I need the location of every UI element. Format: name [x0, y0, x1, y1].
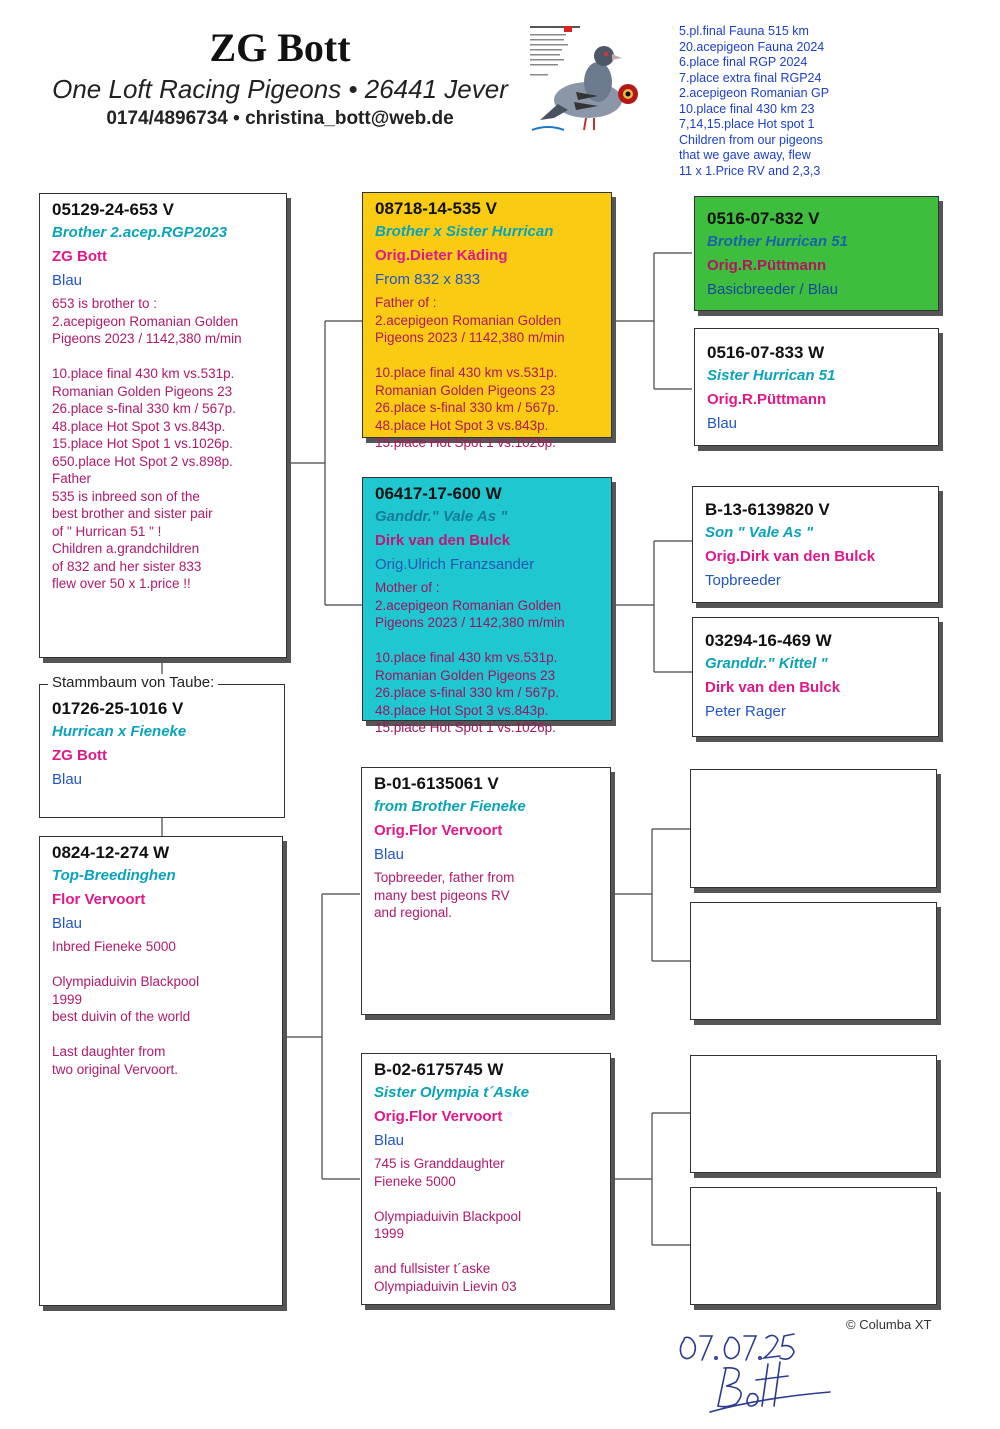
ssd-card — [694, 328, 939, 446]
pigeon-breeder: Orig.Dieter Käding — [375, 247, 508, 264]
achievement-line: 11 x 1.Price RV and 2,3,3 — [679, 163, 821, 178]
empty-ancestor-card — [690, 902, 937, 1020]
ring-number: 0516-07-833 W — [707, 343, 825, 362]
note-line: 26.place s-final 330 km / 567p. — [52, 401, 236, 416]
note-line: Pigeons 2023 / 1142,380 m/min — [375, 615, 565, 630]
ring-number: 05129-24-653 V — [52, 200, 174, 219]
note-line: many best pigeons RV — [374, 887, 510, 903]
note-line: 10.place final 430 km vs.531p. — [375, 365, 558, 380]
note-line: 48.place Hot Spot 3 vs.843p. — [375, 417, 549, 433]
note-line: 2.acepigeon Romanian Golden — [375, 312, 562, 328]
note-line: 1999 — [52, 991, 83, 1007]
achievement-line: 10.place final 430 km 23 — [679, 101, 815, 116]
pigeon-color: Blau — [52, 771, 83, 788]
note-line: and regional. — [374, 905, 453, 920]
note-line: 48.place Hot Spot 3 vs.843p. — [375, 702, 549, 718]
achievement-line: 5.pl.final Fauna 515 km — [679, 24, 809, 38]
note-line: best brother and sister pair — [52, 506, 213, 521]
pigeon-notes — [374, 869, 610, 922]
note-line: 10.place final 430 km vs.531p. — [375, 650, 558, 665]
note-line: and fullsister t´aske — [374, 1261, 491, 1276]
note-line: best duivin of the world — [52, 1009, 191, 1024]
pigeon-color: From 832 x 833 — [375, 271, 481, 288]
note-line — [374, 1190, 610, 1208]
ring-number: 06417-17-600 W — [375, 484, 502, 503]
note-line: Topbreeder, father from — [374, 870, 515, 885]
pigeon-color: Orig.Ulrich Franzsander — [375, 556, 535, 573]
pigeon-breeder: Orig.R.Püttmann — [707, 391, 827, 408]
pigeon-color: Blau — [374, 846, 405, 863]
note-line: Olympiaduivin Blackpool — [52, 974, 200, 989]
note-line: 653 is brother to : — [52, 296, 158, 311]
note-line — [374, 1243, 610, 1261]
dam-dam-card — [361, 1053, 611, 1305]
achievement-line: that we gave away, flew — [679, 148, 811, 162]
note-line: 15.place Hot Spot 1 vs.1026p. — [375, 720, 556, 735]
pigeon-description: Son " Vale As " — [705, 524, 814, 541]
note-line — [375, 347, 611, 365]
note-line: 10.place final 430 km vs.531p. — [52, 366, 235, 381]
pigeon-breeder: Orig.Dirk van den Bulck — [705, 548, 876, 565]
pigeon-description: Sister Hurrican 51 — [707, 367, 836, 384]
note-line: 1999 — [374, 1226, 405, 1241]
note-line: Romanian Golden Pigeons 23 — [375, 667, 556, 683]
note-line: Father — [52, 471, 92, 486]
note-line: Romanian Golden Pigeons 23 — [375, 382, 556, 398]
note-line: Romanian Golden Pigeons 23 — [52, 383, 233, 399]
ring-number: B-13-6139820 V — [705, 500, 830, 519]
ring-number: 01726-25-1016 V — [52, 699, 184, 718]
pigeon-color: Blau — [707, 415, 738, 432]
sire-sire-card — [362, 192, 612, 450]
pigeon-color: Topbreeder — [705, 572, 781, 589]
pigeon-breeder: Orig.Flor Vervoort — [374, 822, 503, 839]
note-line: 745 is Granddaughter — [374, 1156, 505, 1171]
pigeon-description: Top-Breedinghen — [52, 867, 176, 884]
note-line: Pigeons 2023 / 1142,380 m/min — [375, 330, 565, 345]
achievement-line: 20.acepigeon Fauna 2024 — [679, 39, 825, 54]
pigeon-color: Blau — [52, 915, 83, 932]
note-line: 26.place s-final 330 km / 567p. — [375, 400, 559, 415]
pigeon-color: Basicbreeder / Blau — [707, 281, 838, 298]
subject-card — [39, 684, 285, 818]
page-subtitle: One Loft Racing Pigeons • 26441 Jever — [52, 74, 508, 104]
note-line: Pigeons 2023 / 1142,380 m/min — [52, 331, 242, 346]
pigeon-description: Granddr." Kittel " — [705, 655, 828, 672]
note-line: 535 is inbreed son of the — [52, 488, 200, 504]
note-line: Father of : — [375, 295, 437, 310]
note-line: of 832 and her sister 833 — [52, 558, 202, 574]
sss-card — [694, 196, 939, 311]
pigeon-color: Peter Rager — [705, 703, 786, 720]
pigeon-breeder: Orig.R.Püttmann — [707, 257, 827, 274]
note-line: Last daughter from — [52, 1044, 166, 1059]
note-line: 2.acepigeon Romanian Golden — [52, 313, 239, 329]
pigeon-description: Sister Olympia t´Aske — [374, 1084, 530, 1101]
note-line: Olympiaduivin Lievin 03 — [374, 1278, 517, 1294]
pigeon-breeder: Orig.Flor Vervoort — [374, 1108, 503, 1125]
dam-sire-card — [361, 767, 611, 1015]
note-line — [52, 348, 286, 366]
note-line — [52, 1026, 282, 1044]
sire-card — [39, 193, 287, 658]
note-line: two original Vervoort. — [52, 1061, 179, 1077]
note-line: Fieneke 5000 — [374, 1173, 456, 1189]
pigeon-description: Brother x Sister Hurrican — [375, 223, 554, 240]
note-line — [52, 956, 282, 974]
contact-line: 0174/4896734 • christina_bott@web.de — [106, 108, 454, 129]
pigeon-description: Brother 2.acep.RGP2023 — [52, 224, 228, 241]
pigeon-description: Ganddr." Vale As " — [375, 508, 508, 525]
note-line: 48.place Hot Spot 3 vs.843p. — [52, 418, 226, 434]
handwritten-signature — [670, 1318, 840, 1414]
pigeon-notes — [52, 938, 282, 1078]
note-line: Inbred Fieneke 5000 — [52, 939, 176, 954]
achievement-line: 2.acepigeon Romanian GP — [679, 86, 830, 100]
ring-number: 08718-14-535 V — [375, 199, 497, 218]
achievement-line: Children from our pigeons — [679, 132, 823, 147]
empty-ancestor-card — [690, 769, 937, 888]
ring-number: 0824-12-274 W — [52, 843, 170, 862]
sire-dam-card — [362, 477, 612, 735]
ring-number: B-02-6175745 W — [374, 1060, 504, 1079]
pigeon-notes — [52, 295, 286, 593]
pigeon-breeder: Flor Vervoort — [52, 891, 146, 908]
note-line: 15.place Hot Spot 1 vs.1026p. — [375, 435, 556, 450]
ring-number: 0516-07-832 V — [707, 209, 820, 228]
subject-label: Stammbaum von Taube: — [48, 674, 218, 691]
pigeon-notes — [374, 1155, 610, 1295]
note-line: of " Hurrican 51 " ! — [52, 523, 162, 539]
note-line: 2.acepigeon Romanian Golden — [375, 597, 562, 613]
pigeon-breeder: ZG Bott — [52, 747, 107, 764]
pigeon-breeder: ZG Bott — [52, 248, 107, 265]
empty-ancestor-card — [690, 1187, 937, 1305]
note-line: flew over 50 x 1.price !! — [52, 576, 191, 591]
note-line: Olympiaduivin Blackpool — [374, 1208, 522, 1224]
note-line: Children a.grandchildren — [52, 541, 200, 556]
pigeon-breeder: Dirk van den Bulck — [375, 532, 511, 549]
note-line: 26.place s-final 330 km / 567p. — [375, 685, 559, 700]
dam-card — [39, 836, 283, 1306]
pigeon-notes — [375, 579, 611, 737]
note-line — [375, 632, 611, 650]
sdd-card — [692, 617, 939, 737]
pigeon-notes — [375, 294, 611, 452]
pigeon-description: from Brother Fieneke — [374, 798, 526, 815]
pigeon-description: Hurrican x Fieneke — [52, 723, 187, 740]
ring-number: B-01-6135061 V — [374, 774, 499, 793]
ring-number: 03294-16-469 W — [705, 631, 832, 650]
pigeon-breeder: Dirk van den Bulck — [705, 679, 841, 696]
achievement-line: 7,14,15.place Hot spot 1 — [679, 117, 815, 131]
pigeon-description: Brother Hurrican 51 — [707, 233, 848, 250]
note-line: 15.place Hot Spot 1 vs.1026p. — [52, 436, 233, 451]
achievement-line: 6.place final RGP 2024 — [679, 55, 808, 69]
copyright-text: © Columba XT — [846, 1317, 932, 1332]
page-title: ZG Bott — [209, 25, 351, 70]
empty-ancestor-card — [690, 1055, 937, 1173]
note-line: Mother of : — [375, 580, 440, 595]
sds-card — [692, 486, 939, 603]
note-line: 650.place Hot Spot 2 vs.898p. — [52, 453, 233, 469]
pigeon-color: Blau — [52, 272, 83, 289]
achievement-line: 7.place extra final RGP24 — [679, 70, 822, 85]
pigeon-color: Blau — [374, 1132, 405, 1149]
